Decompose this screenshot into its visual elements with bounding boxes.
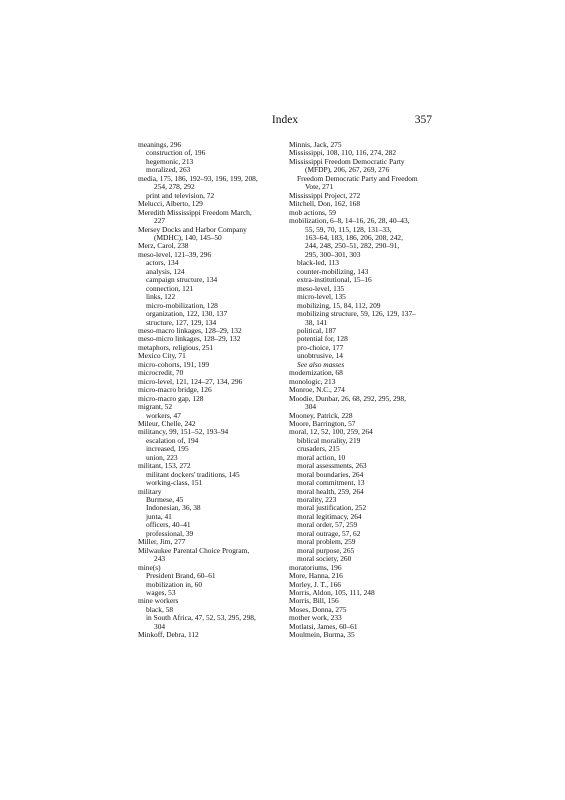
index-entry: microcredit, 70 bbox=[138, 368, 184, 378]
index-entry: Mexico City, 71 bbox=[138, 351, 186, 361]
index-entry: mobilization in, 60 bbox=[146, 579, 203, 589]
index-entry: moral boundaries, 264 bbox=[297, 469, 364, 479]
index-entry: Mitchell, Don, 162, 168 bbox=[289, 199, 361, 209]
index-entry: Merz, Carol, 238 bbox=[138, 241, 189, 251]
index-column-left bbox=[138, 141, 283, 640]
index-entry: Mersey Docks and Harbor Company bbox=[138, 224, 247, 234]
page-header-title: Index bbox=[271, 114, 299, 126]
index-entry: Mooney, Patrick, 228 bbox=[289, 410, 353, 420]
index-entry: mine(s) bbox=[138, 562, 161, 572]
index-entry: 295, 300–301, 303 bbox=[305, 249, 361, 259]
index-entry: micro-macro bridge, 126 bbox=[138, 385, 212, 395]
index-entry: moral legitimacy, 264 bbox=[297, 511, 362, 521]
index-entry: Miller, Jim, 277 bbox=[138, 537, 186, 547]
index-entry: (MFDP), 206, 267, 269, 276 bbox=[305, 165, 390, 175]
index-entry: escalation of, 194 bbox=[146, 435, 199, 445]
index-entry: mob actions, 59 bbox=[289, 207, 337, 217]
index-entry: Motlatsi, James, 60–61 bbox=[289, 621, 358, 631]
index-entry: Morley, J. T., 166 bbox=[289, 579, 342, 589]
index-entry: metaphors, religious, 251 bbox=[138, 342, 214, 352]
index-entry: mobilizing, 15, 84, 112, 209 bbox=[297, 300, 381, 310]
index-entry: moral commitment, 13 bbox=[297, 478, 365, 488]
index-entry: migrant, 52 bbox=[138, 402, 173, 412]
index-entry: Indonesian, 36, 38 bbox=[146, 503, 201, 513]
index-entry: moral order, 57, 259 bbox=[297, 520, 358, 530]
index-entry: Vote, 271 bbox=[305, 182, 334, 192]
running-header bbox=[138, 114, 432, 130]
index-entry: junta, 41 bbox=[146, 511, 172, 521]
index-entry: meanings, 296 bbox=[138, 140, 182, 149]
index-entry: See also masses bbox=[297, 359, 345, 369]
index-entry: moral purpose, 265 bbox=[297, 545, 355, 555]
index-entry: officers, 40–41 bbox=[146, 520, 191, 530]
index-entry: professional, 39 bbox=[146, 528, 194, 538]
index-entry: organization, 122, 130, 137 bbox=[146, 309, 228, 319]
index-entry: union, 223 bbox=[146, 452, 178, 462]
index-entry: links, 122 bbox=[146, 292, 176, 302]
index-entry: pro-choice, 177 bbox=[297, 342, 344, 352]
index-entry: Minkoff, Debra, 112 bbox=[138, 630, 199, 640]
index-column-right bbox=[289, 141, 434, 640]
index-entry: micro-macro gap, 128 bbox=[138, 393, 204, 403]
index-entry: 227 bbox=[154, 216, 166, 226]
index-entry: media, 175, 186, 192–93, 196, 199, 208, bbox=[138, 173, 258, 183]
index-entry: Morris, Bill, 156 bbox=[289, 596, 339, 606]
index-entry: moral society, 260 bbox=[297, 554, 352, 564]
index-entry: Mileur, Chelle, 242 bbox=[138, 418, 196, 428]
index-entry: moral outrage, 57, 62 bbox=[297, 528, 361, 538]
index-entry: mine workers bbox=[138, 596, 179, 606]
index-entry: Milwaukee Parental Choice Program, bbox=[138, 545, 250, 555]
index-entry: Melucci, Alberto, 129 bbox=[138, 199, 203, 209]
index-entry: unobtrusive, 14 bbox=[297, 351, 343, 361]
index-entry: Moodie, Dunbar, 26, 68, 292, 295, 298, bbox=[289, 393, 406, 403]
index-entry: 163–64, 183, 186, 206, 208, 242, bbox=[305, 232, 403, 242]
index-entry: moral assessments, 263 bbox=[297, 461, 367, 471]
index-entry: construction of, 196 bbox=[146, 148, 206, 158]
index-entry: moral action, 10 bbox=[297, 452, 346, 462]
index-entry: structure, 127, 129, 134 bbox=[146, 317, 217, 327]
index-entry: morality, 223 bbox=[297, 495, 337, 505]
index-entry: in South Africa, 47, 52, 53, 295, 298, bbox=[146, 613, 256, 623]
index-entry: political, 187 bbox=[297, 325, 336, 335]
index-entry: Mississippi Project, 272 bbox=[289, 190, 361, 200]
index-entry: micro-level, 121, 124–27, 134, 296 bbox=[138, 376, 243, 386]
index-entry: militant, 153, 272 bbox=[138, 461, 191, 471]
index-entry: Morris, Aldon, 105, 111, 248 bbox=[289, 588, 375, 598]
index-entry: counter-mobilizing, 143 bbox=[297, 266, 369, 276]
index-entry: crusaders, 215 bbox=[297, 444, 340, 454]
index-entry: potential for, 128 bbox=[297, 334, 348, 344]
index-entry: militancy, 99, 151–52, 193–94 bbox=[138, 427, 229, 437]
page-number: 357 bbox=[414, 114, 432, 126]
index-entry: workers, 47 bbox=[146, 410, 181, 420]
index-entry: 55, 59, 70, 115, 128, 131–33, bbox=[305, 224, 392, 234]
index-entry: moratoriums, 196 bbox=[289, 562, 342, 572]
index-entry: increased, 195 bbox=[146, 444, 189, 454]
index-entry: Burmese, 45 bbox=[146, 495, 184, 505]
index-entry: working-class, 151 bbox=[146, 478, 203, 488]
index-entry: micro-cohorts, 191, 199 bbox=[138, 359, 210, 369]
index-entry: connection, 121 bbox=[146, 283, 194, 293]
index-entry: print and television, 72 bbox=[146, 190, 215, 200]
index-entry: militant dockers' traditions, 145 bbox=[146, 469, 240, 479]
index-entry: mobilization, 6–8, 14–16, 26, 28, 40–43, bbox=[289, 216, 410, 226]
index-entry: mobilizing structure, 59, 126, 129, 137– bbox=[297, 309, 416, 319]
index-entry: 304 bbox=[154, 621, 166, 631]
index-entry: Mississippi Freedom Democratic Party bbox=[289, 156, 405, 166]
index-entry: meso-macro linkages, 128–29, 132 bbox=[138, 325, 242, 335]
index-entry: (MDHC), 140, 145–50 bbox=[154, 232, 222, 242]
index-entry: modernization, 68 bbox=[289, 368, 343, 378]
index-entry: moral problem, 259 bbox=[297, 537, 356, 547]
index-entry: moral health, 259, 264 bbox=[297, 486, 364, 496]
index-entry: meso-level, 135 bbox=[297, 283, 345, 293]
index-entry: 304 bbox=[305, 402, 317, 412]
index-entry: meso-micro linkages, 128–29, 132 bbox=[138, 334, 241, 344]
index-entry: micro-level, 135 bbox=[297, 292, 346, 302]
index-entry: moral, 12, 52, 100, 259, 264 bbox=[289, 427, 373, 437]
index-entry: monologic, 213 bbox=[289, 376, 336, 386]
index-entry: black, 58 bbox=[146, 604, 174, 614]
index-entry: black-led, 113 bbox=[297, 258, 340, 268]
index-entry: moral justification, 252 bbox=[297, 503, 367, 513]
index-entry: 38, 141 bbox=[305, 317, 328, 327]
index-entry: President Brand, 60–61 bbox=[146, 571, 216, 581]
index-entry: More, Hanna, 216 bbox=[289, 571, 343, 581]
index-entry: mother work, 233 bbox=[289, 613, 342, 623]
index-entry: hegemonic, 213 bbox=[146, 156, 194, 166]
index-entry: Meredith Mississippi Freedom March, bbox=[138, 207, 252, 217]
index-entry: 243 bbox=[154, 554, 166, 564]
index-entry: wages, 53 bbox=[146, 588, 176, 598]
index-entry: extra-institutional, 15–16 bbox=[297, 275, 372, 285]
index-entry: Moulmein, Burma, 35 bbox=[289, 630, 355, 640]
index-entry: analysis, 124 bbox=[146, 266, 185, 276]
index-entry: 254, 278, 292 bbox=[154, 182, 195, 192]
index-entry: campaign structure, 134 bbox=[146, 275, 218, 285]
index-entry: Freedom Democratic Party and Freedom bbox=[297, 173, 418, 183]
index-entry: 244, 248, 250–51, 282, 290–91, bbox=[305, 241, 400, 251]
index-entry: Moses, Donna, 275 bbox=[289, 604, 347, 614]
index-entry: Minnis, Jack, 275 bbox=[289, 140, 342, 149]
index-entry: micro-mobilization, 128 bbox=[146, 300, 218, 310]
index-entry: moralized, 263 bbox=[146, 165, 191, 175]
index-entry: meso-level, 121–39, 296 bbox=[138, 249, 212, 259]
index-entry: biblical morality, 219 bbox=[297, 435, 361, 445]
index-entry: Moore, Barrington, 57 bbox=[289, 418, 356, 428]
index-entry: actors, 134 bbox=[146, 258, 179, 268]
index-entry: Monroe, N.C., 274 bbox=[289, 385, 345, 395]
index-entry: Mississippi, 108, 110, 116, 274, 282 bbox=[289, 148, 397, 158]
index-entry: military bbox=[138, 486, 162, 496]
